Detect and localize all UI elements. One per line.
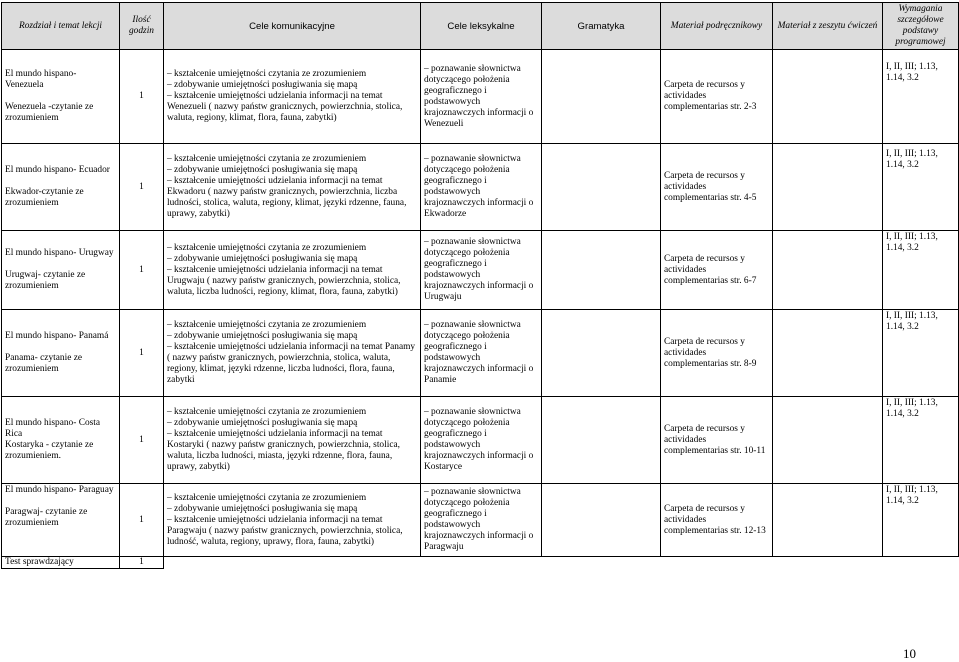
grammar-cell: [542, 50, 661, 144]
grammar-cell: [542, 144, 661, 231]
section-cell: [2, 144, 120, 231]
goals-cell: [164, 397, 421, 484]
section-topic: Wenezuela -czytanie ze zrozumieniem: [5, 102, 94, 123]
table-row: [2, 397, 959, 484]
grammar-cell: [542, 310, 661, 397]
header-section: Rozdział i temat lekcji: [2, 3, 120, 50]
section-topic: Paragwaj- czytanie ze zrozumieniem: [5, 507, 88, 528]
hours-cell: 1: [120, 310, 164, 397]
header-communication-goals: Cele komunikacyjne: [164, 3, 421, 50]
goal-item: – zdobywanie umiejętności posługiwania się mapą: [167, 331, 358, 341]
goal-item: – zdobywanie umiejętności posługiwania się mapą: [167, 253, 358, 264]
material-cell: Carpeta de recursos y actividades complementarias str. 10-11: [661, 397, 773, 484]
goal-item: – kształcenie umiejętności czytania ze zrozumieniem: [167, 492, 367, 503]
section-title: El mundo hispano- Paraguay: [5, 485, 114, 495]
table-row: [2, 50, 959, 144]
section-title: El mundo hispano- Ecuador: [5, 165, 110, 175]
header-workbook-material: Materiał z zeszytu ćwiczeń: [773, 3, 883, 50]
section-topic: Kostaryka - czytanie ze zrozumieniem.: [5, 440, 94, 461]
header-hours: Ilość godzin: [120, 3, 164, 50]
lexis-cell: – poznawanie słownictwa dotyczącego położenia geograficznego i podstawowych krajoznawczych informacji o Panamie: [421, 310, 542, 397]
goal-item: – kształcenie umiejętności udzielania informacji na temat Kostaryki ( nazwy państw granicznych, powierzchnia, stolica, waluta, liczba ludności, miasta, języki rdzenne, flora, fauna, uprawy, zabytki): [167, 429, 400, 472]
requirements-cell: I, II, III; 1.13, 1.14, 3.2: [883, 144, 959, 231]
requirements-cell: I, II, III; 1.13, 1.14, 3.2: [883, 231, 959, 310]
goal-item: – kształcenie umiejętności czytania ze zrozumieniem: [167, 242, 367, 253]
goal-item: – zdobywanie umiejętności posługiwania się mapą: [167, 165, 358, 175]
goal-item: – kształcenie umiejętności czytania ze zrozumieniem: [167, 407, 367, 417]
lexis-cell: – poznawanie słownictwa dotyczącego położenia geograficznego i podstawowych krajoznawczych informacji o Paragwaju: [421, 484, 542, 557]
workbook-cell: [773, 231, 883, 310]
workbook-cell: [773, 397, 883, 484]
section-title: El mundo hispano- Urugway: [5, 248, 114, 258]
goal-item: – kształcenie umiejętności udzielania informacji na temat Ekwadoru ( nazwy państw granicznych, powierzchnia, liczba ludności, stolica, waluta, regiony, klimat, języki rdzenne, fauna, uprawy, zabytki): [167, 176, 407, 219]
table-row: [2, 484, 959, 557]
empty-cell: [164, 557, 959, 569]
goals-cell: [164, 310, 421, 397]
test-row: [2, 557, 959, 569]
header-textbook-material: Materiał podręcznikowy: [661, 3, 773, 50]
section-cell: [2, 50, 120, 144]
workbook-cell: [773, 144, 883, 231]
section-topic: Ekwador-czytanie ze zrozumieniem: [5, 187, 84, 208]
section-topic: Urugwaj- czytanie ze zrozumieniem: [5, 270, 86, 291]
workbook-cell: [773, 484, 883, 557]
goal-item: – kształcenie umiejętności udzielania informacji na temat Urugwaju ( nazwy państw granicznych, powierzchnia, stolica, waluta, liczba ludności, regiony, klimat, flora, fauna, zabytki): [167, 264, 401, 297]
test-label: Test sprawdzający: [2, 557, 120, 569]
workbook-cell: [773, 310, 883, 397]
material-cell: Carpeta de recursos y actividades complementarias str. 2-3: [661, 50, 773, 144]
requirements-cell: I, II, III; 1.13, 1.14, 3.2: [883, 50, 959, 144]
material-cell: Carpeta de recursos y actividades complementarias str. 12-13: [661, 484, 773, 557]
section-cell: [2, 484, 120, 557]
goal-item: – kształcenie umiejętności udzielania informacji na temat Wenezueli ( nazwy państw granicznych, powierzchnia, stolica, waluta, regiony, klimat, flora, fauna, zabytki): [167, 91, 403, 123]
lexis-cell: – poznawanie słownictwa dotyczącego położenia geograficznego i podstawowych krajoznawczych informacji o Urugwaju: [421, 231, 542, 310]
section-cell: [2, 397, 120, 484]
grammar-cell: [542, 484, 661, 557]
hours-cell: 1: [120, 231, 164, 310]
goal-item: – kształcenie umiejętności czytania ze zrozumieniem: [167, 320, 367, 330]
section-topic: Panama- czytanie ze zrozumieniem: [5, 353, 83, 374]
page-number: 10: [903, 646, 916, 661]
material-cell: Carpeta de recursos y actividades complementarias str. 6-7: [661, 231, 773, 310]
section-cell: [2, 310, 120, 397]
goal-item: – zdobywanie umiejętności posługiwania się mapą: [167, 418, 358, 428]
goal-item: – kształcenie umiejętności udzielania informacji na temat Paragwaju ( nazwy państw granicznych, powierzchnia, stolica, ludność, waluta, regiony, uprawy, flora, fauna, zabytki): [167, 514, 403, 547]
requirements-cell: I, II, III; 1.13, 1.14, 3.2: [883, 484, 959, 557]
grammar-cell: [542, 231, 661, 310]
header-requirements: Wymagania szczegółowe podstawy programowej: [883, 3, 959, 50]
workbook-cell: [773, 50, 883, 144]
grammar-cell: [542, 397, 661, 484]
hours-cell: 1: [120, 144, 164, 231]
goals-cell: [164, 144, 421, 231]
section-title: El mundo hispano- Venezuela: [5, 69, 77, 90]
goals-cell: [164, 231, 421, 310]
goals-cell: [164, 484, 421, 557]
lexis-cell: – poznawanie słownictwa dotyczącego położenia geograficznego i podstawowych krajoznawczych informacji o Wenezueli: [421, 50, 542, 144]
goal-item: – kształcenie umiejętności udzielania informacji na temat Panamy ( nazwy państw granicznych, powierzchnia, stolica, waluta, regiony, klimat, języki rdzenne, liczba ludności, flora, fauna, zabytki: [167, 342, 416, 385]
section-cell: [2, 231, 120, 310]
table-row: [2, 231, 959, 310]
hours-cell: 1: [120, 484, 164, 557]
section-title: El mundo hispano- Costa Rica: [5, 418, 101, 439]
table-row: [2, 310, 959, 397]
goal-item: – zdobywanie umiejętności posługiwania się mapą: [167, 80, 358, 90]
material-cell: Carpeta de recursos y actividades complementarias str. 8-9: [661, 310, 773, 397]
goal-item: – zdobywanie umiejętności posługiwania się mapą: [167, 503, 358, 514]
lesson-plan-table: [1, 2, 959, 569]
table-row: [2, 144, 959, 231]
hours-cell: 1: [120, 397, 164, 484]
goal-item: – kształcenie umiejętności czytania ze zrozumieniem: [167, 69, 367, 79]
hours-cell: 1: [120, 50, 164, 144]
lexis-cell: – poznawanie słownictwa dotyczącego położenia geograficznego i podstawowych krajoznawczych informacji o Kostaryce: [421, 397, 542, 484]
requirements-cell: I, II, III; 1.13, 1.14, 3.2: [883, 397, 959, 484]
goals-cell: [164, 50, 421, 144]
header-grammar: Gramatyka: [542, 3, 661, 50]
requirements-cell: I, II, III; 1.13, 1.14, 3.2: [883, 310, 959, 397]
header-lexical-goals: Cele leksykalne: [421, 3, 542, 50]
header-row: [2, 3, 959, 50]
section-title: El mundo hispano- Panamá: [5, 331, 109, 341]
lexis-cell: – poznawanie słownictwa dotyczącego położenia geograficznego i podstawowych krajoznawczych informacji o Ekwadorze: [421, 144, 542, 231]
test-hours: 1: [120, 557, 164, 569]
goal-item: – kształcenie umiejętności czytania ze zrozumieniem: [167, 154, 367, 164]
material-cell: Carpeta de recursos y actividades complementarias str. 4-5: [661, 144, 773, 231]
